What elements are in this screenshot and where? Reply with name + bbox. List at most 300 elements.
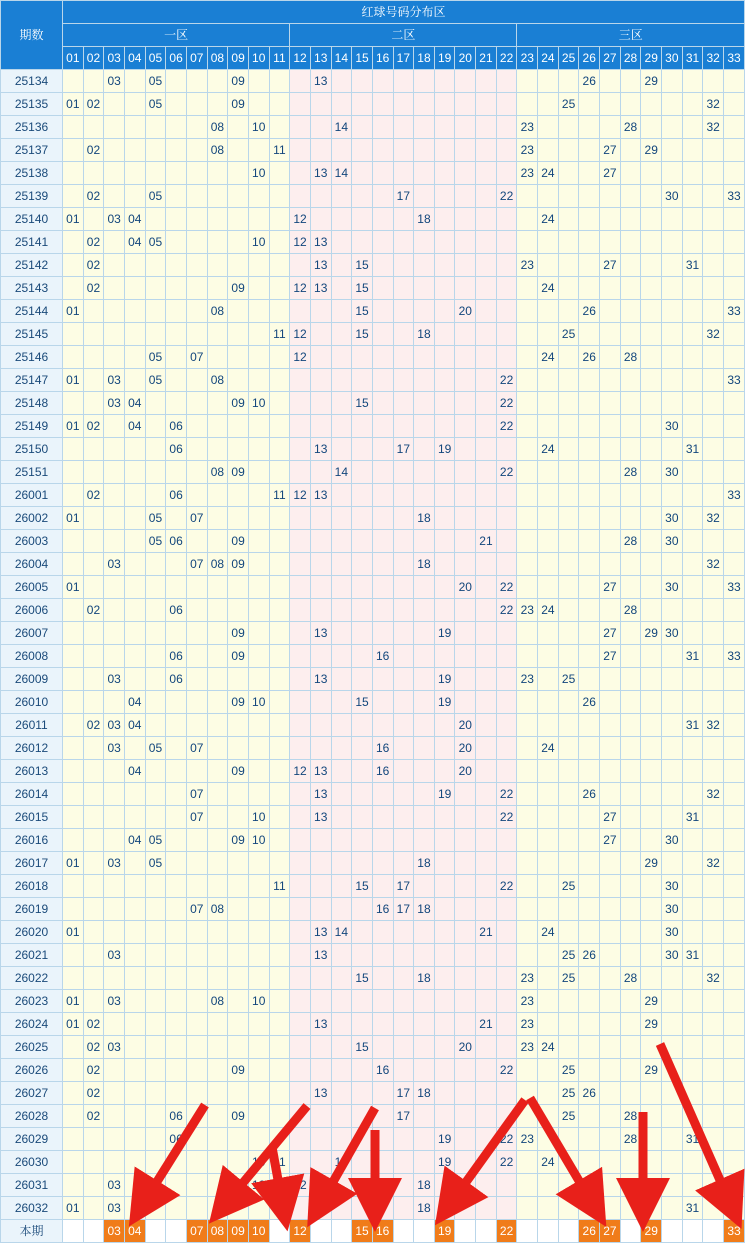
- empty-cell: [331, 300, 352, 323]
- empty-cell: [558, 783, 579, 806]
- empty-cell: [63, 1082, 84, 1105]
- current-empty-cell: [662, 1220, 683, 1243]
- hit-cell: 20: [455, 760, 476, 783]
- empty-cell: [620, 829, 641, 852]
- empty-cell: [662, 369, 683, 392]
- empty-cell: [600, 1105, 621, 1128]
- empty-cell: [620, 1036, 641, 1059]
- table-row: [1, 70, 745, 93]
- hit-cell: 01: [63, 507, 84, 530]
- hit-cell: 18: [414, 553, 435, 576]
- empty-cell: [290, 668, 311, 691]
- empty-cell: [579, 806, 600, 829]
- number-header-02: 02: [83, 47, 104, 70]
- empty-cell: [393, 1036, 414, 1059]
- empty-cell: [558, 116, 579, 139]
- empty-cell: [476, 323, 497, 346]
- period-cell: 26030: [1, 1151, 63, 1174]
- empty-cell: [641, 208, 662, 231]
- empty-cell: [558, 852, 579, 875]
- hit-cell: 04: [124, 392, 145, 415]
- empty-cell: [331, 760, 352, 783]
- empty-cell: [641, 829, 662, 852]
- empty-cell: [269, 921, 290, 944]
- empty-cell: [63, 783, 84, 806]
- empty-cell: [186, 139, 207, 162]
- empty-cell: [600, 1197, 621, 1220]
- empty-cell: [703, 208, 724, 231]
- empty-cell: [207, 93, 228, 116]
- empty-cell: [496, 668, 517, 691]
- empty-cell: [186, 323, 207, 346]
- number-header-21: 21: [476, 47, 497, 70]
- empty-cell: [166, 576, 187, 599]
- hit-cell: 03: [104, 737, 125, 760]
- hit-cell: 05: [145, 852, 166, 875]
- empty-cell: [455, 553, 476, 576]
- empty-cell: [600, 553, 621, 576]
- hit-cell: 10: [248, 829, 269, 852]
- empty-cell: [186, 875, 207, 898]
- empty-cell: [455, 691, 476, 714]
- empty-cell: [352, 139, 373, 162]
- empty-cell: [331, 1174, 352, 1197]
- empty-cell: [703, 438, 724, 461]
- empty-cell: [166, 116, 187, 139]
- empty-cell: [290, 875, 311, 898]
- hit-cell: 16: [372, 898, 393, 921]
- empty-cell: [620, 254, 641, 277]
- empty-cell: [104, 185, 125, 208]
- empty-cell: [83, 806, 104, 829]
- empty-cell: [641, 898, 662, 921]
- empty-cell: [496, 737, 517, 760]
- hit-cell: 30: [662, 576, 683, 599]
- empty-cell: [83, 461, 104, 484]
- number-header-25: 25: [558, 47, 579, 70]
- empty-cell: [186, 645, 207, 668]
- empty-cell: [269, 668, 290, 691]
- empty-cell: [393, 622, 414, 645]
- empty-cell: [496, 921, 517, 944]
- empty-cell: [104, 921, 125, 944]
- hit-cell: 01: [63, 93, 84, 116]
- empty-cell: [538, 829, 559, 852]
- empty-cell: [104, 691, 125, 714]
- hit-cell: 02: [83, 1013, 104, 1036]
- empty-cell: [228, 231, 249, 254]
- period-cell: 26003: [1, 530, 63, 553]
- empty-cell: [124, 254, 145, 277]
- empty-cell: [517, 461, 538, 484]
- hit-cell: 29: [641, 1013, 662, 1036]
- empty-cell: [186, 1036, 207, 1059]
- empty-cell: [372, 576, 393, 599]
- table-row: [1, 346, 745, 369]
- empty-cell: [269, 438, 290, 461]
- empty-cell: [372, 507, 393, 530]
- period-cell: 26015: [1, 806, 63, 829]
- hit-cell: 29: [641, 622, 662, 645]
- empty-cell: [600, 1174, 621, 1197]
- hit-cell: 02: [83, 277, 104, 300]
- empty-cell: [63, 829, 84, 852]
- empty-cell: [682, 829, 703, 852]
- hit-cell: 33: [724, 369, 745, 392]
- empty-cell: [476, 461, 497, 484]
- empty-cell: [269, 530, 290, 553]
- empty-cell: [63, 691, 84, 714]
- empty-cell: [331, 208, 352, 231]
- empty-cell: [352, 1151, 373, 1174]
- empty-cell: [724, 622, 745, 645]
- empty-cell: [455, 1151, 476, 1174]
- empty-cell: [558, 1151, 579, 1174]
- empty-cell: [83, 1128, 104, 1151]
- empty-cell: [228, 875, 249, 898]
- empty-cell: [600, 415, 621, 438]
- number-header-07: 07: [186, 47, 207, 70]
- header-zone-row: [1, 24, 745, 47]
- empty-cell: [290, 1036, 311, 1059]
- hit-cell: 07: [186, 507, 207, 530]
- empty-cell: [724, 93, 745, 116]
- period-cell: 26011: [1, 714, 63, 737]
- period-cell: 26029: [1, 1128, 63, 1151]
- empty-cell: [145, 714, 166, 737]
- period-cell: 26010: [1, 691, 63, 714]
- empty-cell: [620, 185, 641, 208]
- empty-cell: [228, 484, 249, 507]
- empty-cell: [248, 783, 269, 806]
- hit-cell: 15: [352, 691, 373, 714]
- empty-cell: [414, 162, 435, 185]
- empty-cell: [414, 1128, 435, 1151]
- empty-cell: [600, 484, 621, 507]
- empty-cell: [476, 300, 497, 323]
- empty-cell: [83, 438, 104, 461]
- empty-cell: [434, 1197, 455, 1220]
- empty-cell: [290, 93, 311, 116]
- hit-cell: 15: [352, 1036, 373, 1059]
- empty-cell: [496, 1036, 517, 1059]
- hit-cell: 08: [207, 990, 228, 1013]
- empty-cell: [724, 553, 745, 576]
- empty-cell: [476, 599, 497, 622]
- empty-cell: [186, 1197, 207, 1220]
- period-cell: 26005: [1, 576, 63, 599]
- hit-cell: 22: [496, 185, 517, 208]
- empty-cell: [248, 323, 269, 346]
- hit-cell: 10: [248, 1174, 269, 1197]
- empty-cell: [124, 990, 145, 1013]
- table-row: [1, 392, 745, 415]
- empty-cell: [538, 783, 559, 806]
- empty-cell: [248, 415, 269, 438]
- hit-cell: 10: [248, 162, 269, 185]
- empty-cell: [166, 392, 187, 415]
- empty-cell: [166, 162, 187, 185]
- empty-cell: [228, 415, 249, 438]
- empty-cell: [641, 553, 662, 576]
- empty-cell: [496, 300, 517, 323]
- empty-cell: [331, 1013, 352, 1036]
- empty-cell: [331, 599, 352, 622]
- empty-cell: [476, 162, 497, 185]
- empty-cell: [186, 668, 207, 691]
- empty-cell: [538, 415, 559, 438]
- empty-cell: [414, 70, 435, 93]
- empty-cell: [703, 461, 724, 484]
- hit-cell: 01: [63, 1013, 84, 1036]
- hit-cell: 32: [703, 967, 724, 990]
- empty-cell: [186, 921, 207, 944]
- empty-cell: [703, 139, 724, 162]
- empty-cell: [641, 944, 662, 967]
- empty-cell: [558, 1197, 579, 1220]
- empty-cell: [310, 461, 331, 484]
- empty-cell: [434, 93, 455, 116]
- hit-cell: 05: [145, 93, 166, 116]
- empty-cell: [724, 921, 745, 944]
- empty-cell: [393, 231, 414, 254]
- empty-cell: [248, 1082, 269, 1105]
- empty-cell: [496, 1197, 517, 1220]
- empty-cell: [455, 530, 476, 553]
- empty-cell: [579, 415, 600, 438]
- empty-cell: [269, 93, 290, 116]
- hit-cell: 30: [662, 944, 683, 967]
- empty-cell: [538, 967, 559, 990]
- empty-cell: [290, 576, 311, 599]
- empty-cell: [641, 691, 662, 714]
- empty-cell: [372, 1151, 393, 1174]
- empty-cell: [434, 277, 455, 300]
- hit-cell: 28: [620, 599, 641, 622]
- number-header-12: 12: [290, 47, 311, 70]
- empty-cell: [496, 990, 517, 1013]
- hit-cell: 17: [393, 185, 414, 208]
- empty-cell: [620, 484, 641, 507]
- hit-cell: 33: [724, 576, 745, 599]
- empty-cell: [682, 967, 703, 990]
- empty-cell: [579, 1151, 600, 1174]
- empty-cell: [331, 576, 352, 599]
- empty-cell: [620, 277, 641, 300]
- hit-cell: 10: [248, 231, 269, 254]
- hit-cell: 03: [104, 714, 125, 737]
- empty-cell: [372, 553, 393, 576]
- number-header-20: 20: [455, 47, 476, 70]
- empty-cell: [682, 231, 703, 254]
- hit-cell: 15: [352, 277, 373, 300]
- empty-cell: [600, 1082, 621, 1105]
- empty-cell: [682, 990, 703, 1013]
- table-row: [1, 875, 745, 898]
- empty-cell: [166, 1082, 187, 1105]
- empty-cell: [352, 1128, 373, 1151]
- empty-cell: [517, 438, 538, 461]
- hit-cell: 22: [496, 599, 517, 622]
- empty-cell: [414, 1036, 435, 1059]
- empty-cell: [600, 691, 621, 714]
- empty-cell: [104, 116, 125, 139]
- empty-cell: [207, 622, 228, 645]
- empty-cell: [269, 369, 290, 392]
- hit-cell: 23: [517, 1128, 538, 1151]
- empty-cell: [682, 162, 703, 185]
- empty-cell: [414, 93, 435, 116]
- empty-cell: [352, 415, 373, 438]
- empty-cell: [393, 645, 414, 668]
- empty-cell: [372, 1013, 393, 1036]
- hit-cell: 23: [517, 1013, 538, 1036]
- hit-cell: 09: [228, 1105, 249, 1128]
- empty-cell: [455, 783, 476, 806]
- empty-cell: [455, 231, 476, 254]
- empty-cell: [538, 70, 559, 93]
- empty-cell: [310, 1197, 331, 1220]
- empty-cell: [228, 1197, 249, 1220]
- empty-cell: [703, 484, 724, 507]
- hit-cell: 13: [310, 760, 331, 783]
- empty-cell: [517, 622, 538, 645]
- hit-cell: 09: [228, 70, 249, 93]
- empty-cell: [641, 783, 662, 806]
- empty-cell: [166, 990, 187, 1013]
- empty-cell: [228, 1013, 249, 1036]
- empty-cell: [104, 484, 125, 507]
- empty-cell: [124, 576, 145, 599]
- empty-cell: [63, 760, 84, 783]
- hit-cell: 23: [517, 116, 538, 139]
- empty-cell: [682, 783, 703, 806]
- empty-cell: [290, 967, 311, 990]
- hit-cell: 32: [703, 852, 724, 875]
- hit-cell: 01: [63, 921, 84, 944]
- empty-cell: [248, 622, 269, 645]
- table-row: [1, 139, 745, 162]
- empty-cell: [124, 668, 145, 691]
- number-header-19: 19: [434, 47, 455, 70]
- empty-cell: [269, 714, 290, 737]
- empty-cell: [662, 1197, 683, 1220]
- empty-cell: [331, 185, 352, 208]
- hit-cell: 03: [104, 944, 125, 967]
- empty-cell: [352, 645, 373, 668]
- empty-cell: [476, 967, 497, 990]
- period-cell: 25141: [1, 231, 63, 254]
- empty-cell: [641, 760, 662, 783]
- empty-cell: [372, 346, 393, 369]
- period-cell: 25143: [1, 277, 63, 300]
- empty-cell: [83, 346, 104, 369]
- empty-cell: [352, 484, 373, 507]
- empty-cell: [662, 967, 683, 990]
- empty-cell: [538, 898, 559, 921]
- empty-cell: [724, 1082, 745, 1105]
- empty-cell: [104, 415, 125, 438]
- empty-cell: [703, 1036, 724, 1059]
- empty-cell: [538, 1105, 559, 1128]
- hit-cell: 28: [620, 1128, 641, 1151]
- empty-cell: [558, 737, 579, 760]
- empty-cell: [538, 1197, 559, 1220]
- hit-cell: 21: [476, 921, 497, 944]
- empty-cell: [662, 70, 683, 93]
- empty-cell: [662, 645, 683, 668]
- empty-cell: [228, 599, 249, 622]
- empty-cell: [476, 1128, 497, 1151]
- hit-cell: 10: [248, 990, 269, 1013]
- empty-cell: [600, 369, 621, 392]
- empty-cell: [434, 921, 455, 944]
- empty-cell: [393, 415, 414, 438]
- empty-cell: [248, 553, 269, 576]
- empty-cell: [579, 139, 600, 162]
- hit-cell: 31: [682, 645, 703, 668]
- hit-cell: 03: [104, 208, 125, 231]
- empty-cell: [145, 1082, 166, 1105]
- empty-cell: [331, 898, 352, 921]
- empty-cell: [682, 576, 703, 599]
- empty-cell: [620, 576, 641, 599]
- empty-cell: [620, 392, 641, 415]
- hit-cell: 15: [352, 875, 373, 898]
- hit-cell: 09: [228, 691, 249, 714]
- empty-cell: [248, 461, 269, 484]
- empty-cell: [724, 1036, 745, 1059]
- empty-cell: [620, 1082, 641, 1105]
- current-empty-cell: [703, 1220, 724, 1243]
- empty-cell: [145, 1174, 166, 1197]
- current-empty-cell: [476, 1220, 497, 1243]
- empty-cell: [414, 806, 435, 829]
- empty-cell: [455, 208, 476, 231]
- empty-cell: [538, 852, 559, 875]
- empty-cell: [290, 691, 311, 714]
- empty-cell: [641, 806, 662, 829]
- empty-cell: [434, 737, 455, 760]
- hit-cell: 18: [414, 852, 435, 875]
- hit-cell: 01: [63, 990, 84, 1013]
- empty-cell: [620, 898, 641, 921]
- empty-cell: [393, 162, 414, 185]
- empty-cell: [104, 530, 125, 553]
- empty-cell: [145, 1151, 166, 1174]
- empty-cell: [145, 116, 166, 139]
- empty-cell: [538, 300, 559, 323]
- empty-cell: [166, 829, 187, 852]
- empty-cell: [476, 691, 497, 714]
- empty-cell: [83, 1174, 104, 1197]
- empty-cell: [186, 70, 207, 93]
- empty-cell: [393, 553, 414, 576]
- empty-cell: [207, 1059, 228, 1082]
- empty-cell: [186, 461, 207, 484]
- table-row: [1, 415, 745, 438]
- empty-cell: [269, 185, 290, 208]
- empty-cell: [372, 1197, 393, 1220]
- empty-cell: [83, 691, 104, 714]
- empty-cell: [83, 783, 104, 806]
- empty-cell: [517, 231, 538, 254]
- empty-cell: [290, 139, 311, 162]
- hit-cell: 32: [703, 553, 724, 576]
- number-header-16: 16: [372, 47, 393, 70]
- empty-cell: [662, 691, 683, 714]
- empty-cell: [724, 162, 745, 185]
